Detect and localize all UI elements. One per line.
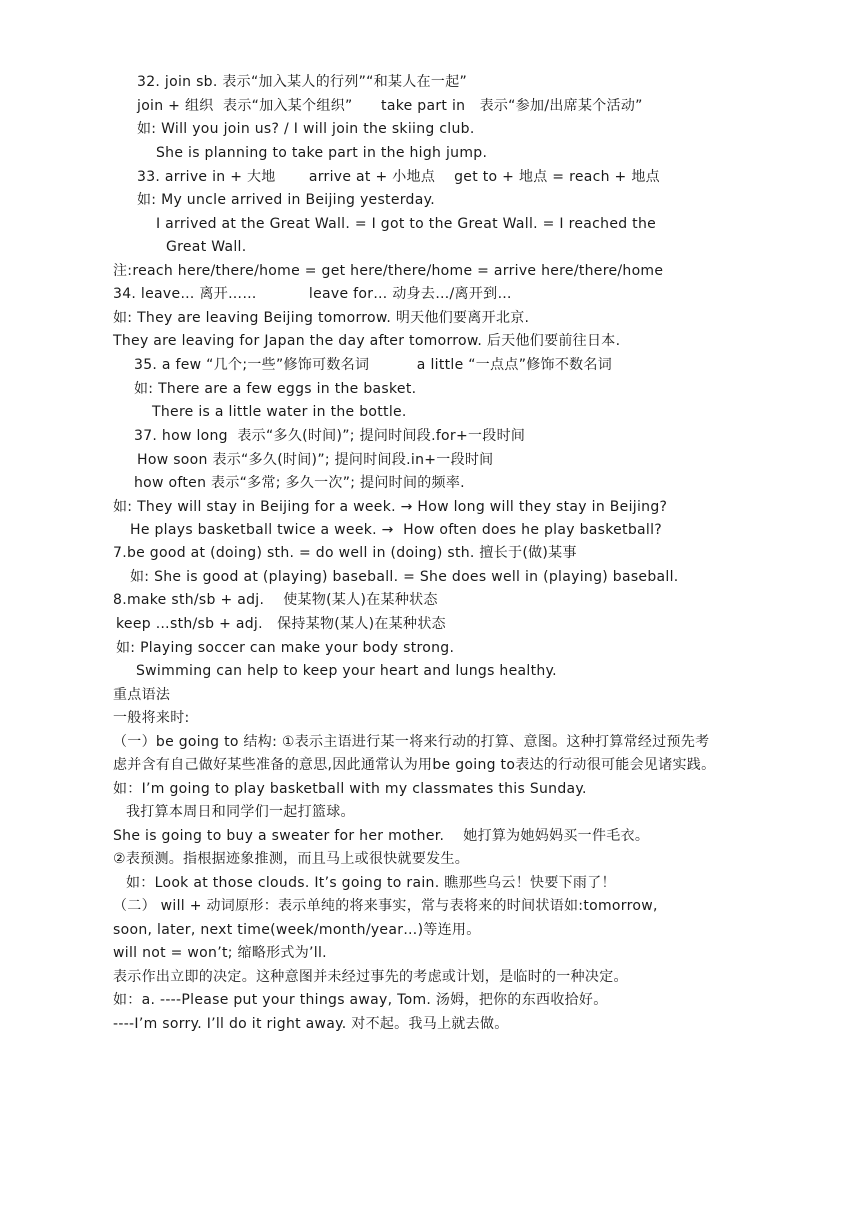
text-line: 如：a. ----Please put your things away, Tom. 汤姆，把你的东西收拾好。 [113,992,608,1008]
text-line: 如: She is good at (playing) baseball. = She does well in (playing) baseball. [130,569,679,585]
text-line: 34. leave… 离开…… leave for… 动身去…/离开到… [113,286,512,302]
text-line: I arrived at the Great Wall. = I got to the Great Wall. = I reached the [156,216,657,232]
text-line: She is going to buy a sweater for her mother. 她打算为她妈妈买一件毛衣。 [113,828,650,844]
text-line: will not = won’t; 缩略形式为’ll. [113,945,327,961]
text-line: how often 表示“多常; 多久一次”; 提问时间的频率. [134,475,465,491]
text-line: （二） will + 动词原形：表示单纯的将来事实，常与表将来的时间状语如:tomorrow, [113,898,658,914]
text-line: keep …sth/sb + adj. 保持某物(某人)在某种状态 [116,616,446,632]
text-line: 如: Playing soccer can make your body strong. [116,640,455,656]
text-line: 8.make sth/sb + adj. 使某物(某人)在某种状态 [113,592,438,608]
text-line: 如: There are a few eggs in the basket. [134,381,417,397]
text-line: ----I’m sorry. I’ll do it right away. 对不起。我马上就去做。 [113,1016,509,1032]
text-line: 我打算本周日和同学们一起打篮球。 [126,804,355,820]
subsection-heading: 一般将来时: [113,710,190,726]
text-line: 虑并含有自己做好某些准备的意思,因此通常认为用be going to表达的行动很可能会见诸实践。 [113,757,716,773]
text-line: 35. a few “几个;一些”修饰可数名词 a little “一点点”修饰不数名词 [134,357,613,373]
text-line: 如：Look at those clouds. It’s going to rain. 瞧那些乌云！快要下雨了！ [126,875,616,891]
section-heading: 重点语法 [113,687,171,703]
text-line: How soon 表示“多久(时间)”; 提问时间段.in+一段时间 [137,452,494,468]
text-line: Swimming can help to keep your heart and lungs healthy. [136,663,557,679]
text-line: 32. join sb. 表示“加入某人的行列”“和某人在一起” [137,74,468,90]
text-line: 如: They will stay in Beijing for a week. → How long will they stay in Beijing? [113,499,668,515]
text-line: 注:reach here/there/home = get here/there/home = arrive here/there/home [113,263,664,279]
text-line: They are leaving for Japan the day after tomorrow. 后天他们要前往日本. [113,333,621,349]
text-line: 如：I’m going to play basketball with my classmates this Sunday. [113,781,587,797]
text-line: 33. arrive in + 大地 arrive at + 小地点 get to + 地点 = reach + 地点 [137,169,660,185]
text-line: 如: My uncle arrived in Beijing yesterday. [137,192,435,208]
text-line: He plays basketball twice a week. → How often does he play basketball? [130,522,663,538]
text-line: soon, later, next time(week/month/year…)等连用。 [113,922,481,938]
text-line: 7.be good at (doing) sth. = do well in (doing) sth. 擅长于(做)某事 [113,545,577,561]
text-line: 表示作出立即的决定。这种意图并未经过事先的考虑或计划，是临时的一种决定。 [113,969,628,985]
text-line: There is a little water in the bottle. [152,404,407,420]
text-line: join + 组织 表示“加入某个组织” take part in 表示“参加/出席某个活动” [137,98,643,114]
text-line: （一）be going to 结构: ①表示主语进行某一将来行动的打算、意图。这种打算常经过预先考 [113,734,710,750]
text-line: 如: Will you join us? / I will join the skiing club. [137,121,475,137]
text-line: ②表预测。指根据迹象推测，而且马上或很快就要发生。 [113,851,470,867]
text-line: 如: They are leaving Beijing tomorrow. 明天他们要离开北京. [113,310,530,326]
text-line: She is planning to take part in the high jump. [156,145,488,161]
text-line: Great Wall. [166,239,247,255]
text-line: 37. how long 表示“多久(时间)”; 提问时间段.for+一段时间 [134,428,526,444]
